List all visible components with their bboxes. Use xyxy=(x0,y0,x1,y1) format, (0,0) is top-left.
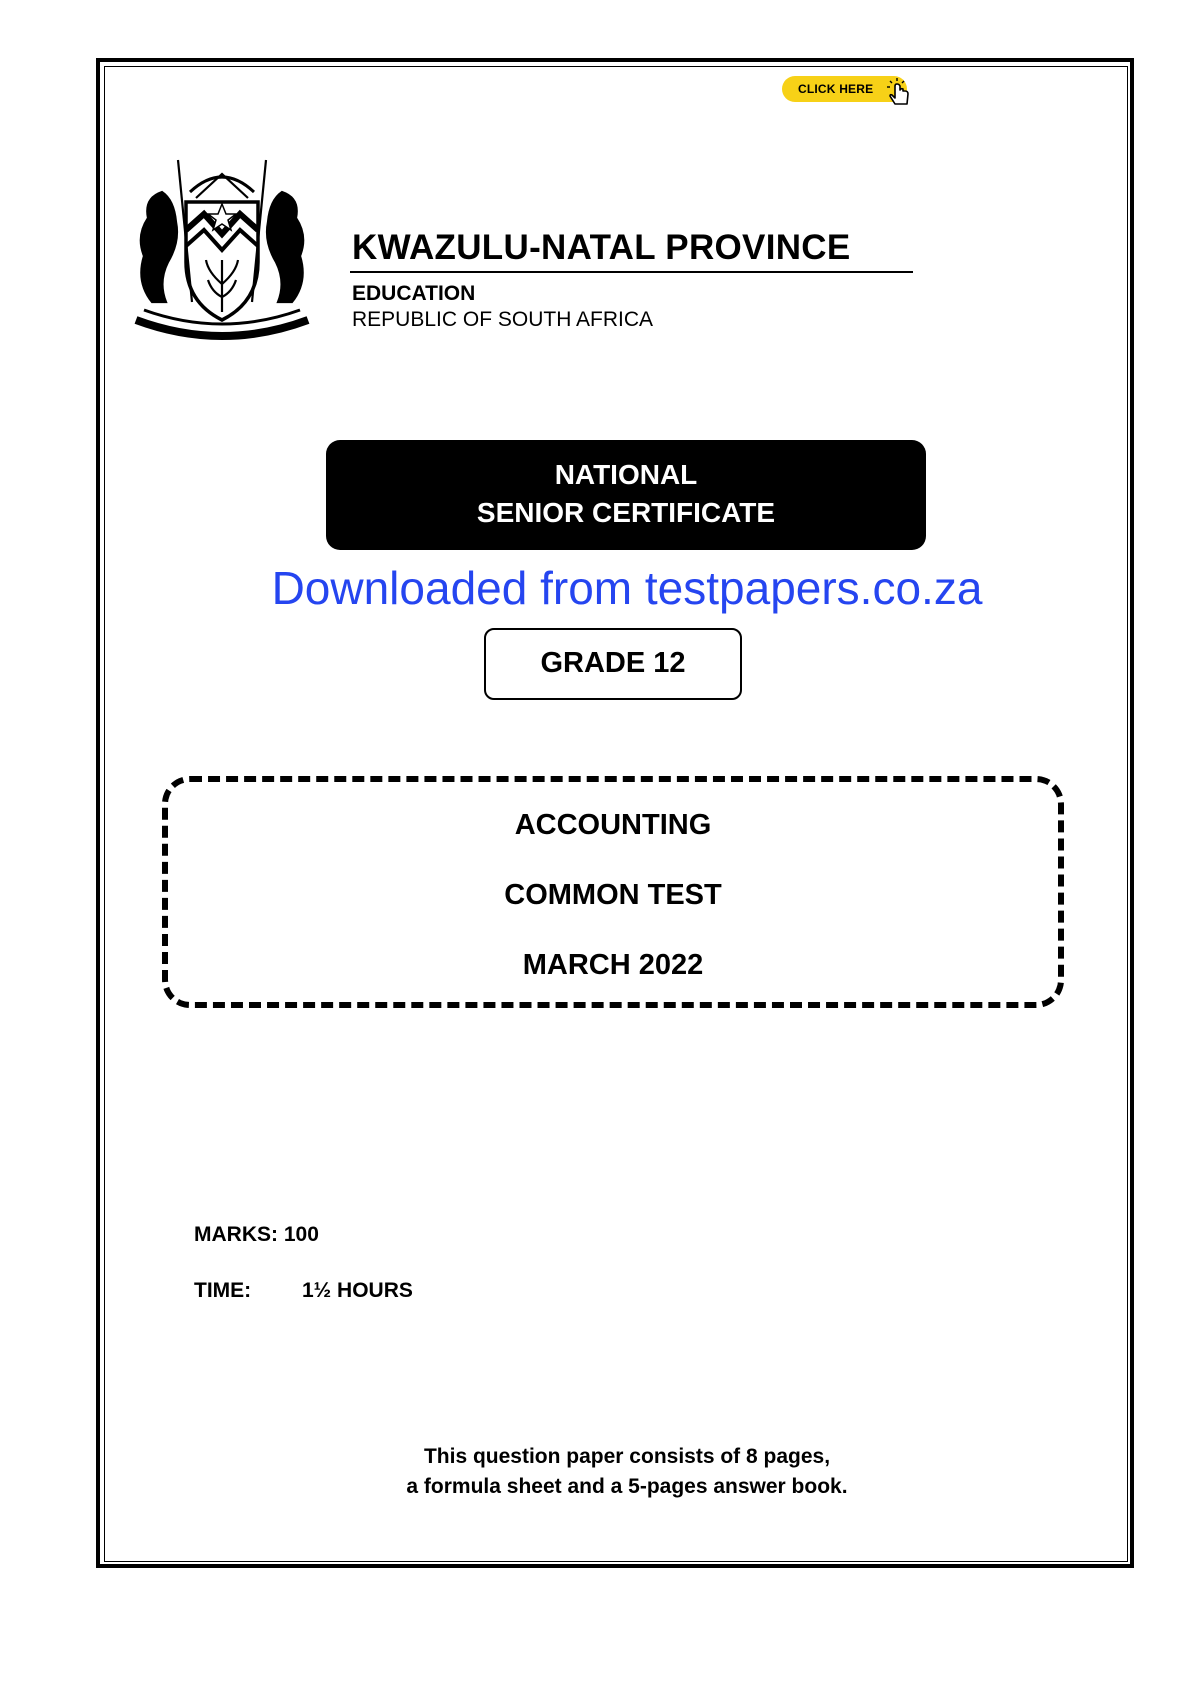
grade-label: GRADE 12 xyxy=(484,628,742,700)
pointing-hand-icon xyxy=(881,74,917,110)
subject-name: ACCOUNTING xyxy=(514,809,712,841)
country-name: REPUBLIC OF SOUTH AFRICA xyxy=(352,308,654,331)
click-here-button[interactable] xyxy=(782,76,907,102)
certificate-line-1: NATIONAL xyxy=(554,459,698,490)
test-type: COMMON TEST xyxy=(504,879,722,911)
subject-box xyxy=(162,776,1064,1008)
page-count-note-line-1: This question paper consists of 8 pages, xyxy=(423,1445,831,1468)
department-name: EDUCATION xyxy=(352,282,476,305)
coat-of-arms-icon xyxy=(122,152,322,352)
marks-value: 100 xyxy=(283,1223,319,1246)
certificate-line-2: SENIOR CERTIFICATE xyxy=(476,497,776,528)
click-here-label: CLICK HERE xyxy=(798,82,874,96)
time-row xyxy=(194,1278,413,1304)
download-source-link[interactable]: Downloaded from testpapers.co.za xyxy=(271,562,983,614)
title-underline xyxy=(350,271,913,273)
time-label: TIME: xyxy=(194,1279,252,1302)
time-value: 1½ HOURS xyxy=(302,1279,413,1302)
page-count-note-line-2: a formula sheet and a 5-pages answer book. xyxy=(406,1475,848,1498)
certificate-banner xyxy=(326,440,926,550)
marks-row xyxy=(194,1222,319,1248)
test-date: MARCH 2022 xyxy=(522,949,704,981)
province-title: KWAZULU-NATAL PROVINCE xyxy=(352,228,851,267)
marks-label: MARKS: xyxy=(194,1223,278,1246)
